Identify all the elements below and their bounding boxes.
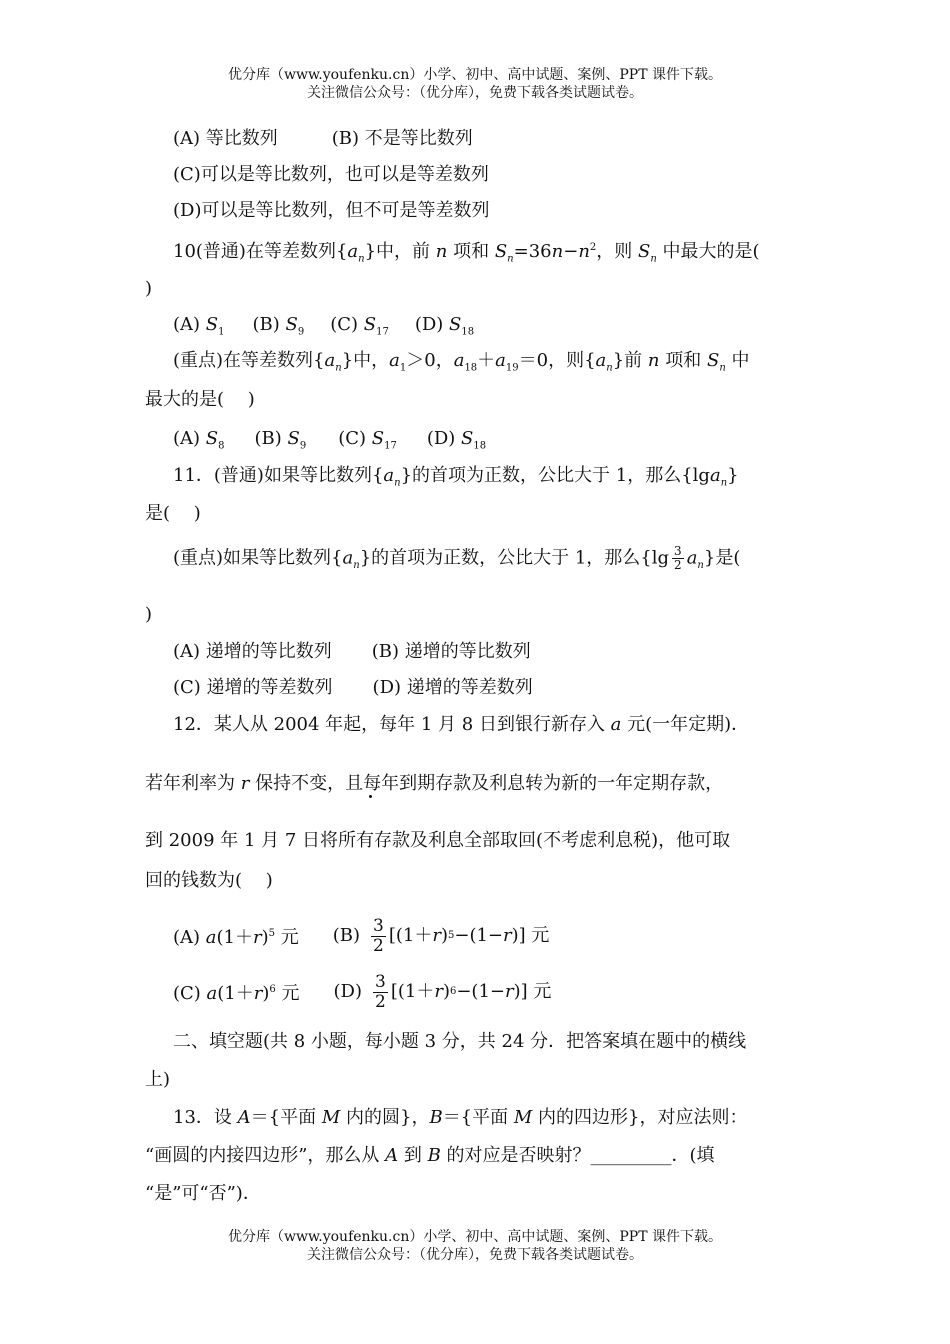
q9-option-c: (C)可以是等比数列，也可以是等差数列	[173, 164, 489, 185]
q12-option-b: (B) $\frac{3}{2}$ [(1＋ r ) 5 −(1− r )] 元	[332, 915, 550, 956]
q9-option-d: (D)可以是等比数列，但不可是等差数列	[173, 200, 490, 221]
q11b-stem-close: )	[145, 604, 153, 625]
q11-option-c: (C) 递增的等差数列	[173, 677, 333, 698]
q11-stem: 11．(普通)如果等比数列$\{a_n\}$的首项为正数，公比大于 1，那么{lga$_n$}	[173, 465, 739, 489]
q10b-options: (A) $S_8$ (B) $S_9$ (C) $S_{17}$ (D) $S_{18}$	[173, 428, 487, 452]
q11-stem-line-2: 是( )	[145, 503, 201, 524]
q9-option-b: (B) 不是等比数列	[331, 128, 473, 149]
q10b-stem: (重点)在等差数列$\{a_n\}$中，$a_1>0$，$a_{18}+a_{19}=0$，则$\{a_n\}$前 n 项和 $S_n$ 中	[173, 350, 750, 374]
header-line-1: 优分库（www.youfenku.cn）小学、初中、高中试题、案例、PPT 课件下载。	[227, 67, 722, 83]
q9-option-row-1	[173, 127, 473, 151]
q12-stem-line-3: 到 2009 年 1 月 7 日将所有存款及利息全部取回(不考虑利息税)，他可取	[145, 830, 731, 851]
footer-line-2: 关注微信公众号：（优分库），免费下载各类试题试卷。	[307, 1247, 643, 1263]
q10-options: (A) $S_1$ (B) $S_9$ (C) $S_{17}$ (D) $S_{18}$	[173, 314, 475, 338]
q12-option-row-2	[173, 972, 551, 1012]
footer-line-1: 优分库（www.youfenku.cn）小学、初中、高中试题、案例、PPT 课件下载。	[227, 1229, 722, 1245]
q12-option-row-1	[173, 916, 549, 956]
q13-stem-line-3: “是”可“否”)．	[145, 1183, 261, 1204]
q12-option-a: (A) $a(1+r)^5$ 元	[173, 927, 299, 948]
q10b-stem-line-2: 最大的是( )	[145, 389, 255, 410]
q11-option-b: (B) 递增的等比数列	[371, 641, 531, 662]
q11-option-row-2	[173, 676, 533, 700]
q12-option-d: (D) $\frac{3}{2}$ [(1＋ r ) 6 −(1− r )] 元	[333, 971, 552, 1012]
q10-stem: 10(普通)在等差数列$\{a_n\}$中，前 n 项和 $S_n=36n-n^2$，则 $S_n$ 中最大的是(	[173, 241, 760, 265]
q11-option-row-1	[173, 640, 531, 664]
q11-option-d: (D) 递增的等差数列	[372, 677, 533, 698]
fraction-three-halves: $\frac{3}{2}$	[674, 544, 682, 572]
q11-option-a: (A) 递增的等比数列	[173, 641, 332, 662]
q9-option-a: (A) 等比数列	[173, 128, 278, 149]
q11b-stem: (重点)如果等比数列$\{a_n\}$的首项为正数，公比大于 1，那么{lg $\frac{3}{2}$ $a_n$}是(	[173, 544, 741, 572]
q12-stem-line-2: 若年利率为 r 保持不变，且每年到期存款及利息转为新的一年定期存款，	[145, 773, 724, 794]
fraction-three-halves: $\frac{3}{2}$	[373, 915, 384, 956]
q10-stem-close: )	[145, 278, 153, 299]
q12-stem-line-1: 12．某人从 2004 年起，每年 1 月 8 日到银行新存入 a 元(一年定期)．	[173, 714, 750, 735]
fraction-three-halves: $\frac{3}{2}$	[375, 971, 386, 1012]
q13-stem-line-2: “画圆的内接四边形”，那么从 A 到 B 的对应是否映射？_________．(填	[145, 1145, 715, 1166]
q13-stem-line-1: 13．设 A＝{平面 M 内的圆}，B＝{平面 M 内的四边形}，对应法则：	[173, 1107, 748, 1128]
q12-stem-line-4: 回的钱数为( )	[145, 870, 273, 891]
header-line-2: 关注微信公众号：（优分库），免费下载各类试题试卷。	[307, 85, 643, 101]
section-2-heading-line-2: 上)	[145, 1069, 171, 1090]
section-2-heading: 二、填空题(共 8 小题，每小题 3 分，共 24 分．把答案填在题中的横线	[173, 1031, 747, 1052]
q12-option-c: (C) $a(1+r)^6$ 元	[173, 983, 300, 1004]
emphasis-dot	[369, 795, 372, 798]
